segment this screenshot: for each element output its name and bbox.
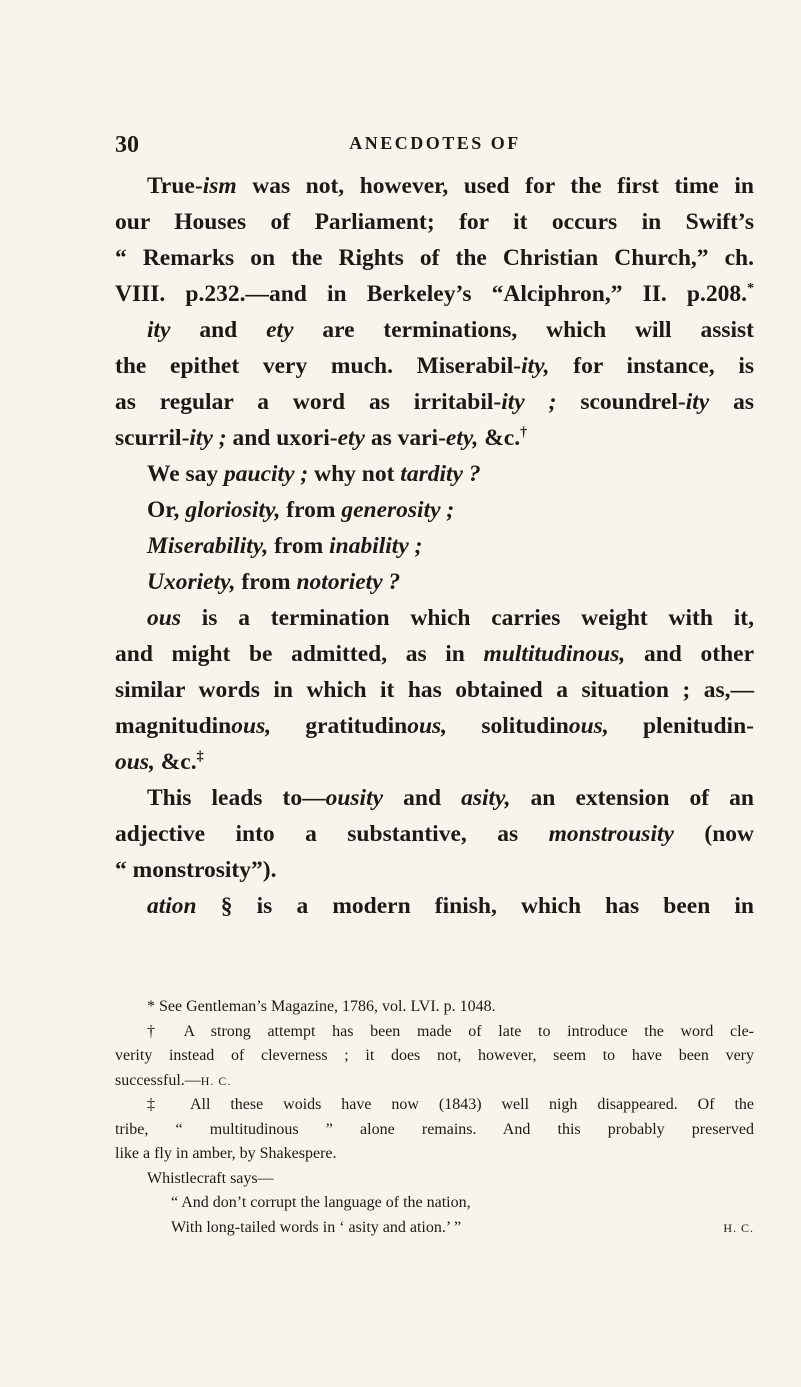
- body-text: [115, 168, 754, 924]
- text-line: “ Remarks on the Rights of the Christian Church,” ch.: [115, 245, 754, 271]
- footnotes: [115, 995, 754, 1240]
- text-line: similar words in which it has obtained a situation ; as,—: [115, 677, 754, 703]
- footnote-3-line: like a fly in amber, by Shakespere.: [115, 1145, 337, 1162]
- author-initials: H. C.: [723, 1220, 754, 1235]
- text-line: scurril-ity ; and uxori-ety as vari-ety, &c.†: [115, 424, 528, 451]
- text-line: and might be admitted, as in multitudinous, and other: [115, 641, 754, 667]
- text-line: VIII. p.232.—and in Berkeley’s “Alciphron,” II. p.208.*: [115, 280, 754, 307]
- verse-line: With long-tailed words in ‘ asity and ation.’ ” H. C.: [115, 1216, 754, 1241]
- footnote-3-line: Whistlecraft says—: [147, 1169, 274, 1187]
- footnote-ref: †: [520, 424, 528, 441]
- footnote-3-line: tribe, “ multitudinous ” alone remains. And this probably preserved: [115, 1120, 754, 1138]
- text-line: ous is a termination which carries weight with it,: [147, 605, 754, 631]
- text-line: ation § is a modern finish, which has been in: [147, 893, 754, 919]
- footnote-3-line: ‡ All these woids have now (1843) well nigh disappeared. Of the: [147, 1096, 754, 1113]
- verse-line: “ And don’t corrupt the language of the nation,: [171, 1194, 471, 1211]
- text-line: ity and ety are terminations, which will assist: [147, 317, 754, 343]
- author-initials: H. C.: [200, 1073, 232, 1088]
- text-line: This leads to—ousity and asity, an extension of an: [147, 785, 755, 811]
- page-number: 30: [115, 132, 139, 158]
- text-line: Miserability, from inability ;: [147, 533, 423, 559]
- text-line: adjective into a substantive, as monstrousity (now: [115, 821, 754, 847]
- footnote-1: * See Gentleman’s Magazine, 1786, vol. LVI. p. 1048.: [147, 998, 496, 1015]
- text-line: Or, gloriosity, from generosity ;: [147, 497, 455, 523]
- footnote-ref: ‡: [196, 748, 204, 765]
- text-line: Uxoriety, from notoriety ?: [147, 569, 401, 595]
- footnote-2-line: verity instead of cleverness ; it does not, however, seem to have been very: [115, 1047, 754, 1064]
- text-line: as regular a word as irritabil-ity ; scoundrel-ity as: [115, 389, 754, 415]
- running-head: ANECDOTES OF: [349, 133, 521, 153]
- text-line: True-ism was not, however, used for the first time in: [147, 173, 754, 199]
- footnote-2-line: † A strong attempt has been made of late to introduce the word cle-: [147, 1022, 754, 1040]
- text-line: the epithet very much. Miserabil-ity, for instance, is: [115, 353, 754, 379]
- text-line: magnitudinous, gratitudinous, solitudinous, plenitudin-: [115, 713, 754, 739]
- text-line: “ monstrosity”).: [115, 857, 277, 883]
- text-line: our Houses of Parliament; for it occurs in Swift’s: [115, 209, 754, 235]
- footnote-ref: *: [746, 280, 754, 297]
- page-header: [115, 132, 755, 162]
- text-line: ous, &c.‡: [115, 748, 204, 775]
- text-line: We say paucity ; why not tardity ?: [147, 461, 481, 487]
- footnote-2-line: successful.—H. C.: [115, 1071, 232, 1089]
